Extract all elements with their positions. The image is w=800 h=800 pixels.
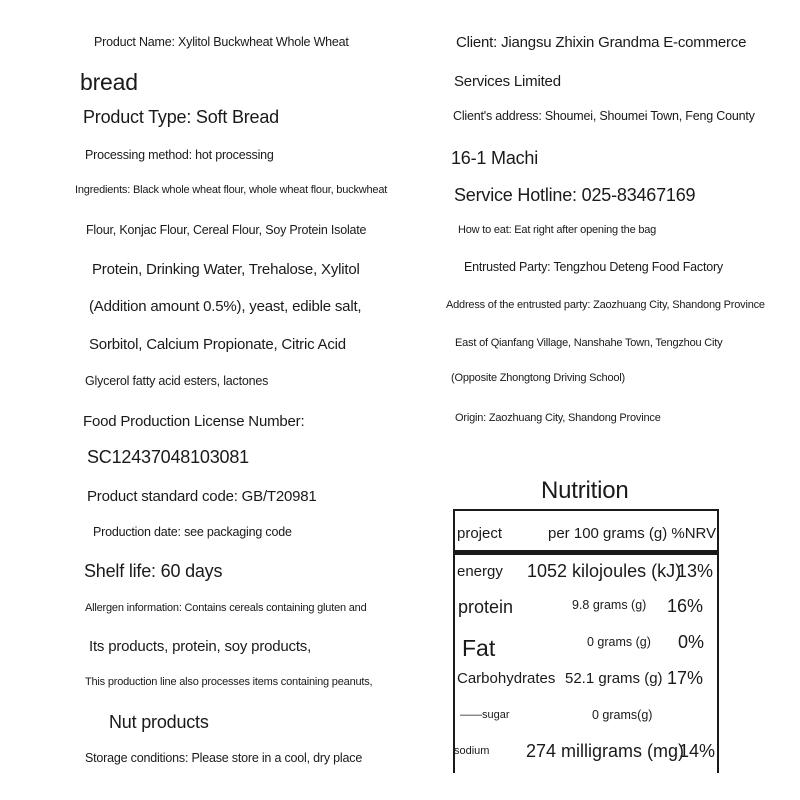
nutrition-row-name: Fat — [462, 635, 496, 661]
ingredients-line: Flour, Konjac Flour, Cereal Flour, Soy Protein Isolate — [86, 223, 367, 237]
nutrition-row-name: Carbohydrates — [457, 670, 556, 687]
ingredients-line: Protein, Drinking Water, Trehalose, Xylitol — [92, 261, 360, 278]
origin: Origin: Zaozhuang City, Shandong Province — [455, 412, 661, 424]
nutrition-row-nrv: 16% — [667, 596, 704, 616]
processing-method: Processing method: hot processing — [85, 148, 274, 162]
shelf-life: Shelf life: 60 days — [84, 561, 223, 581]
allergen-line: Nut products — [109, 712, 209, 732]
client-address-line1: Client's address: Shoumei, Shoumei Town, Feng County — [453, 109, 755, 123]
entrusted-address-line: (Opposite Zhongtong Driving School) — [451, 372, 625, 384]
product-name-line1: Product Name: Xylitol Buckwheat Whole Wheat — [94, 35, 349, 49]
allergen-line: This production line also processes items containing peanuts, — [85, 676, 373, 688]
product-name-line2: bread — [80, 69, 138, 95]
ingredients-line: (Addition amount 0.5%), yeast, edible salt, — [89, 298, 362, 315]
how-to-eat: How to eat: Eat right after opening the bag — [458, 224, 657, 236]
ingredients-line: Ingredients: Black whole wheat flour, whole wheat flour, buckwheat — [75, 184, 388, 196]
nutrition-row-amount: 0 grams (g) — [587, 635, 651, 649]
standard-code: Product standard code: GB/T20981 — [87, 488, 317, 505]
nutrition-title: Nutrition — [541, 477, 629, 504]
nutrition-header-per: per 100 grams (g) %NRV — [548, 525, 717, 542]
entrusted-address-line: East of Qianfang Village, Nanshahe Town, Tengzhou City — [455, 337, 723, 349]
entrusted-party: Entrusted Party: Tengzhou Deteng Food Factory — [464, 260, 723, 274]
client-address-line2: 16-1 Machi — [451, 148, 539, 168]
ingredients-line: Glycerol fatty acid esters, lactones — [85, 374, 269, 388]
client-line2: Services Limited — [454, 73, 561, 90]
nutrition-row-name: ——sugar — [460, 709, 510, 721]
nutrition-row-amount: 0 grams(g) — [592, 708, 653, 722]
product-type: Product Type: Soft Bread — [83, 107, 279, 127]
nutrition-row-nrv: 0% — [678, 632, 705, 652]
allergen-line: Allergen information: Contains cereals containing gluten and — [85, 602, 367, 614]
nutrition-row-nrv: 17% — [667, 668, 704, 688]
service-hotline: Service Hotline: 025-83467169 — [454, 185, 696, 205]
nutrition-row-amount: 1052 kilojoules (kJ) — [527, 561, 682, 581]
nutrition-row-amount: 52.1 grams (g) — [565, 670, 663, 687]
allergen-line: Its products, protein, soy products, — [89, 638, 312, 655]
nutrition-header-divider — [453, 550, 717, 555]
production-date: Production date: see packaging code — [93, 525, 292, 539]
ingredients-line: Sorbitol, Calcium Propionate, Citric Acid — [89, 336, 346, 353]
nutrition-row-name: sodium — [454, 745, 490, 757]
license-number: SC12437048103081 — [87, 447, 249, 467]
storage-conditions: Storage conditions: Please store in a cool, dry place — [85, 751, 363, 765]
nutrition-row-nrv: 14% — [679, 741, 716, 761]
client-line1: Client: Jiangsu Zhixin Grandma E-commerce — [456, 34, 747, 51]
nutrition-row-name: protein — [458, 597, 514, 617]
nutrition-row-amount: 274 milligrams (mg) — [526, 741, 685, 761]
nutrition-row-name: energy — [457, 563, 503, 580]
license-label: Food Production License Number: — [83, 413, 305, 430]
nutrition-header-project: project — [457, 525, 503, 542]
nutrition-row-nrv: 13% — [677, 561, 714, 581]
nutrition-row-amount: 9.8 grams (g) — [572, 598, 647, 612]
entrusted-address-line: Address of the entrusted party: Zaozhuang City, Shandong Province — [446, 299, 765, 311]
